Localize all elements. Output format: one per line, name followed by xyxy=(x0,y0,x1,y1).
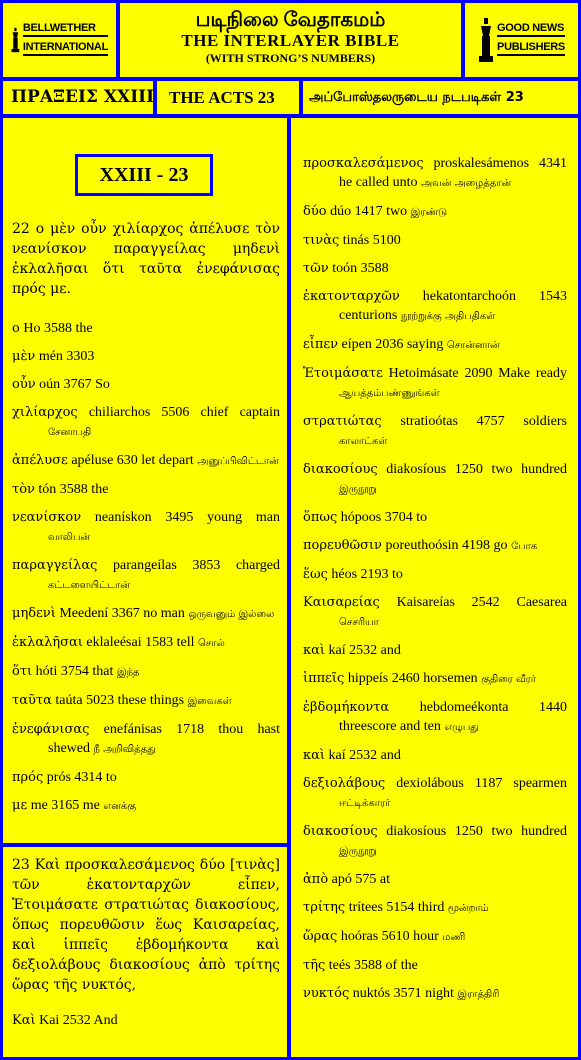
greek-word: διακοσίους xyxy=(303,462,378,477)
word-entry xyxy=(303,641,567,660)
greek-word: ταῦτα xyxy=(12,693,52,708)
greek-word: μὲν xyxy=(12,349,36,364)
greek-word: ἑκατονταρχῶν xyxy=(303,289,400,304)
word-gloss: apó 575 at xyxy=(331,872,390,887)
title-english: THE INTERLAYER BIBLE xyxy=(181,31,400,50)
greek-word: ἀπέλυσε xyxy=(12,453,68,468)
word-gloss: hippeís 2460 horsemen xyxy=(347,671,478,686)
greek-word: με xyxy=(12,798,28,813)
greek-word: ἀπὸ xyxy=(303,872,329,887)
word-entry xyxy=(12,604,280,624)
tamil-gloss: நூற்றுக்கு அதிபதிகள் xyxy=(400,311,496,322)
word-gloss: tinás 5100 xyxy=(342,233,401,248)
greek-word: ὥρας xyxy=(303,929,338,944)
word-gloss: toón 3588 xyxy=(332,261,389,276)
greek-word: τινὰς xyxy=(303,233,340,248)
bellwether-logo xyxy=(11,11,108,69)
greek-word: ο xyxy=(12,321,20,336)
word-gloss: hekatontarchoón 1543 centurions xyxy=(339,289,567,323)
word-gloss: mén 3303 xyxy=(38,349,95,364)
verse-22-word-list xyxy=(12,319,280,816)
greek-word: παραγγείλας xyxy=(12,558,98,573)
word-entry xyxy=(303,202,567,222)
logo-line-2: INTERNATIONAL xyxy=(23,40,108,56)
greek-word: πορευθῶσιν xyxy=(303,538,382,553)
word-entry xyxy=(12,1011,280,1030)
word-entry xyxy=(303,259,567,278)
greek-word: μηδενὶ xyxy=(12,606,56,621)
word-entry xyxy=(12,347,280,366)
word-entry xyxy=(303,412,567,451)
verse-22-text: 22 ο μὲν οὖν χιλίαρχος ἀπέλυσε τὸν νεανίσκον παραγγείλας μηδενὶ ἐκλαλῆσαι ὅτι ταῦτα ἐνεφάνισας πρός με. xyxy=(12,221,280,297)
header-left-logo-panel xyxy=(3,3,116,77)
word-entry xyxy=(12,796,280,816)
word-gloss: neanískon 3495 young man xyxy=(94,510,281,525)
word-gloss: tón 3588 the xyxy=(38,482,109,497)
word-entry xyxy=(12,403,280,442)
word-entry xyxy=(303,536,567,556)
word-entry xyxy=(303,822,567,861)
tamil-gloss: ஒருவனும் இல்லை xyxy=(188,609,275,620)
word-entry xyxy=(303,508,567,527)
tamil-gloss: அவன் அழைத்தான் xyxy=(421,178,512,189)
tamil-gloss: மணி xyxy=(442,932,466,943)
tamil-gloss: அனுப்பிவிட்டான் xyxy=(197,456,279,467)
greek-word: εἶπεν xyxy=(303,337,339,352)
greek-word: ἐκλαλῆσαι xyxy=(12,635,83,650)
bellwether-tower-icon xyxy=(11,16,20,64)
word-gloss: parangeílas 3853 charged xyxy=(113,558,280,573)
word-gloss: diakosíous 1250 two hundred xyxy=(386,824,568,839)
greek-word: Καισαρείας xyxy=(303,595,380,610)
word-entry xyxy=(303,287,567,326)
header-right-logo-panel xyxy=(465,3,578,77)
tamil-gloss: மூன்றாம் xyxy=(447,903,489,914)
greek-word: προσκαλεσάμενος xyxy=(303,156,424,171)
title-subtitle: (WITH STRONG’S NUMBERS) xyxy=(205,51,376,65)
greek-word: ἱππεῖς xyxy=(303,671,345,686)
greek-word: στρατιώτας xyxy=(303,414,382,429)
greek-word: ὅπως xyxy=(303,510,338,525)
word-gloss: Hetoimásate 2090 Make ready xyxy=(388,366,567,381)
word-gloss: proskalesámenos 4341 he called unto xyxy=(339,156,567,190)
verse-23-text: 23 Καὶ προσκαλεσάμενος δύο [τινὰς] τῶν ἑκατονταρχῶν εἶπεν, Ἑτοιμάσατε στρατιώτας διακοσίους, ὅπως πορευθῶσιν ἕως Καισαρείας, καὶ ἱππεῖς ἑβδομήκοντα καὶ δεξιολάβους διακοσίους ἀπὸ τρίτης ὥρας τῆς νυκτός, xyxy=(12,857,280,993)
word-gloss: hebdomeékonta 1440 threescore and ten xyxy=(339,700,568,734)
word-gloss: eípen 2036 saying xyxy=(341,337,444,352)
greek-word: πρός xyxy=(12,770,44,785)
word-entry xyxy=(303,698,567,737)
word-gloss: nuktós 3571 night xyxy=(352,986,454,1001)
word-entry xyxy=(303,870,567,889)
word-entry xyxy=(303,774,567,813)
book-title-tamil: அப்போஸ்தலருடைய நடபடிகள் 23 xyxy=(309,90,524,105)
word-entry xyxy=(12,720,280,759)
word-entry xyxy=(12,375,280,394)
header-title-panel xyxy=(120,3,461,77)
greek-word: οὖν xyxy=(12,377,36,392)
tamil-gloss: இருநூறு xyxy=(339,846,377,857)
word-gloss: prós 4314 to xyxy=(46,770,117,785)
tamil-gloss: குதிரை வீரர் xyxy=(481,674,536,685)
word-entry xyxy=(303,898,567,918)
greek-word: δύο xyxy=(303,204,327,219)
verse-23-text-block xyxy=(12,855,280,1039)
greek-word: χιλίαρχος xyxy=(12,405,78,420)
greek-word: ἑβδομήκοντα xyxy=(303,700,390,715)
word-gloss: stratioótas 4757 soldiers xyxy=(400,414,567,429)
greek-word: ἐνεφάνισας xyxy=(12,722,90,737)
word-gloss: chiliarchos 5506 chief captain xyxy=(88,405,281,420)
chapter-label: XXIII - 23 xyxy=(75,154,213,196)
logo-line-1: BELLWETHER xyxy=(23,21,108,37)
word-gloss: poreuthoósin 4198 go xyxy=(385,538,508,553)
logo-line-1: GOOD NEWS xyxy=(497,21,565,37)
greek-word: τὸν xyxy=(12,482,35,497)
tamil-gloss: வாலிபன் xyxy=(48,532,91,543)
word-entry xyxy=(303,154,567,193)
word-gloss: kaí 2532 and xyxy=(328,748,401,763)
word-gloss: Kaisareías 2542 Caesarea xyxy=(396,595,567,610)
tamil-gloss: நீ அறிவித்தது xyxy=(93,744,156,755)
tamil-gloss: போக xyxy=(511,541,538,552)
word-entry xyxy=(12,480,280,499)
verse-22-entries xyxy=(12,219,280,825)
word-entry xyxy=(303,984,567,1004)
subheader-english-panel xyxy=(157,81,299,114)
tamil-gloss: இருநூறு xyxy=(339,484,377,495)
tamil-gloss: சேனாபதி xyxy=(48,427,92,438)
word-gloss: Kai 2532 And xyxy=(39,1013,118,1028)
tamil-gloss: இவைகள் xyxy=(187,696,232,707)
word-entry xyxy=(12,508,280,547)
word-entry xyxy=(303,565,567,584)
word-gloss: hóti 3754 that xyxy=(35,664,114,679)
tamil-gloss: கட்டளையிட்டான் xyxy=(48,580,130,591)
greek-word: τῆς xyxy=(303,958,326,973)
tamil-gloss: இந்த xyxy=(116,667,140,678)
word-gloss: dexiolábous 1187 spearmen xyxy=(396,776,568,791)
greek-word: τρίτης xyxy=(303,900,346,915)
word-entry xyxy=(303,746,567,765)
greek-word: Ἑτοιμάσατε xyxy=(303,366,383,381)
word-entry xyxy=(12,768,280,787)
word-gloss: kaí 2532 and xyxy=(328,643,401,658)
tamil-gloss: காலாட்கள் xyxy=(339,436,388,447)
word-gloss: Ho 3588 the xyxy=(23,321,93,336)
word-gloss: dúo 1417 two xyxy=(330,204,408,219)
book-title-greek: ΠΡΑΞΕΙΣ XXIII xyxy=(11,87,155,107)
tamil-gloss: இராத்திரி xyxy=(457,989,500,1000)
verse-23-entries-panel xyxy=(291,118,578,1057)
greek-word: δεξιολάβους xyxy=(303,776,386,791)
word-gloss: me 3165 me xyxy=(30,798,100,813)
title-tamil: படிநிலை வேதாகமம் xyxy=(195,9,386,31)
word-entry xyxy=(12,691,280,711)
word-entry xyxy=(303,956,567,975)
tamil-gloss: சொல் xyxy=(197,638,225,649)
word-gloss: héos 2193 to xyxy=(331,567,403,582)
greek-word: νυκτός xyxy=(303,986,350,1001)
word-gloss: teés 3588 of the xyxy=(328,958,418,973)
word-entry xyxy=(12,633,280,653)
logo-line-2: PUBLISHERS xyxy=(497,40,565,56)
tamil-gloss: ஈட்டிக்காரர் xyxy=(339,798,391,809)
tamil-gloss: இரண்டு xyxy=(410,207,448,218)
greek-word: Καὶ xyxy=(12,1013,36,1028)
word-gloss: hópoos 3704 to xyxy=(340,510,428,525)
word-entry xyxy=(12,662,280,682)
greek-word: ἕως xyxy=(303,567,328,582)
good-news-logo xyxy=(473,11,570,69)
word-gloss: oún 3767 So xyxy=(39,377,110,392)
subheader-tamil-panel xyxy=(303,81,578,114)
word-gloss: hoóras 5610 hour xyxy=(340,929,439,944)
tamil-gloss: சொன்னான் xyxy=(446,340,500,351)
word-entry xyxy=(303,364,567,403)
tamil-gloss: ஆயத்தம்பண்ணுங்கள் xyxy=(339,388,440,399)
word-gloss: apéluse 630 let depart xyxy=(71,453,194,468)
book-title-english: THE ACTS 23 xyxy=(169,88,275,107)
greek-word: διακοσίους xyxy=(303,824,378,839)
good-news-tower-icon xyxy=(478,16,494,64)
word-gloss: eklaleésai 1583 tell xyxy=(86,635,195,650)
tamil-gloss: எனக்கு xyxy=(103,801,137,812)
word-entry xyxy=(12,319,280,338)
greek-word: καὶ xyxy=(303,748,326,763)
greek-word: ὅτι xyxy=(12,664,33,679)
tamil-gloss: எழுபது xyxy=(444,722,479,733)
word-entry xyxy=(303,231,567,250)
word-entry xyxy=(12,556,280,595)
verse-23-word-list xyxy=(303,154,567,1013)
word-entry xyxy=(303,335,567,355)
greek-word: νεανίσκον xyxy=(12,510,82,525)
subheader-greek-panel xyxy=(3,81,153,114)
word-gloss: taúta 5023 these things xyxy=(55,693,185,708)
greek-word: καὶ xyxy=(303,643,326,658)
tamil-gloss: செசரியா xyxy=(339,617,379,628)
word-gloss: Meedení 3367 no man xyxy=(59,606,185,621)
word-gloss: diakosíous 1250 two hundred xyxy=(386,462,568,477)
verse-23-panel xyxy=(3,847,287,1057)
word-gloss: trítees 5154 third xyxy=(348,900,445,915)
greek-word: τῶν xyxy=(303,261,329,276)
word-entry xyxy=(303,593,567,632)
word-entry xyxy=(303,669,567,689)
word-entry xyxy=(303,927,567,947)
word-gloss: enefánisas 1718 thou hast shewed xyxy=(48,722,280,756)
verse-22-panel xyxy=(3,118,287,843)
word-entry xyxy=(12,451,280,471)
word-entry xyxy=(303,460,567,499)
